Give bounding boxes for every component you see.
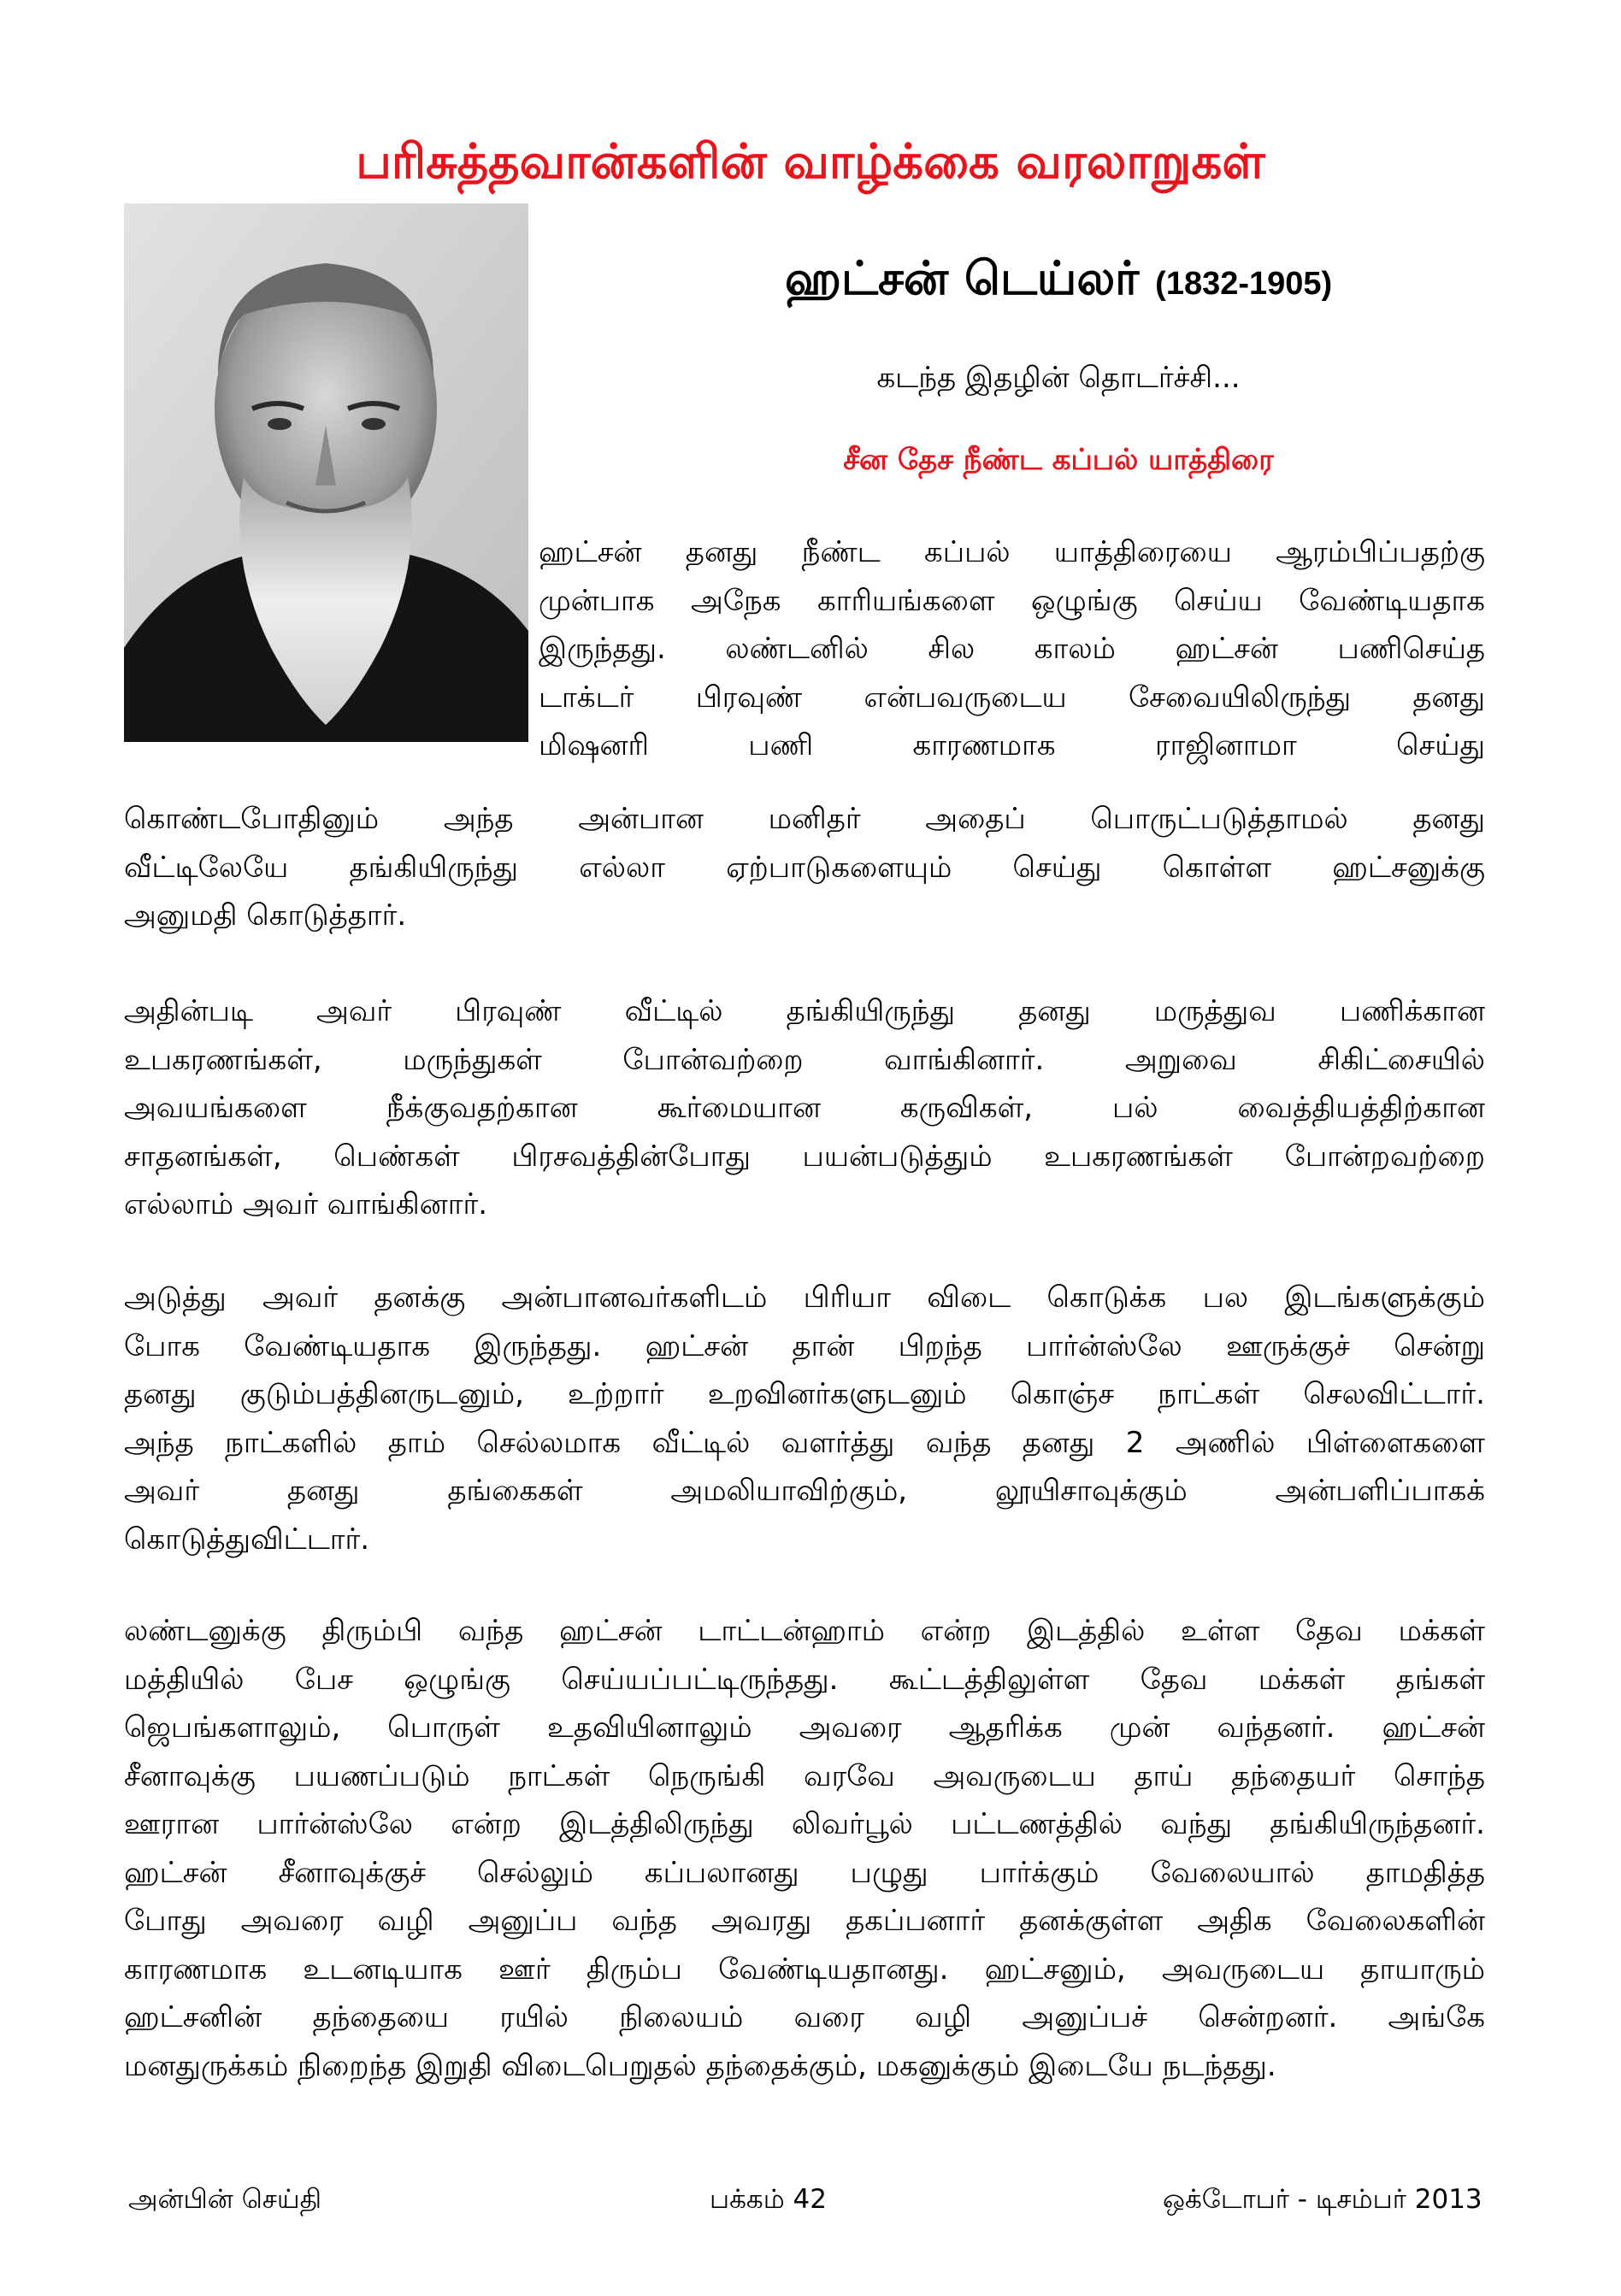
paragraph-line: ஹட்சன் சீனாவுக்குச் செல்லும் கப்பலானது பழுது பார்க்கும் வேலையால் தாமதித்த xyxy=(124,1855,1485,1890)
paragraph-line: ஜெபங்களாலும், பொருள் உதவியினாலும் அவரை ஆதரிக்க முன் வந்தனர். ஹட்சன் xyxy=(124,1710,1485,1745)
paragraph-3 xyxy=(124,1274,1485,1563)
footer-issue-date: ஒக்டோபர் - டிசம்பர் 2013 xyxy=(1163,2184,1482,2215)
paragraph-line: அனுமதி கொடுத்தார். xyxy=(124,898,407,933)
paragraph-line: எல்லாம் அவர் வாங்கினார். xyxy=(124,1187,488,1222)
paragraph-line: மிஷனரி பணி காரணமாக ராஜினாமா செய்து xyxy=(539,728,1485,762)
paragraph-line: லண்டனுக்கு திரும்பி வந்த ஹட்சன் டாட்டன்ஹாம் என்ற இடத்தில் உள்ள தேவ மக்கள் xyxy=(124,1614,1485,1648)
paragraph-line: போது அவரை வழி அனுப்ப வந்த அவரது தகப்பனார் தனக்குள்ள அதிக வேலைகளின் xyxy=(124,1904,1485,1938)
paragraph-line: சாதனங்கள், பெண்கள் பிரசவத்தின்போது பயன்படுத்தும் உபகரணங்கள் போன்றவற்றை xyxy=(124,1139,1485,1174)
paragraph-line: ஊரான பார்ன்ஸ்லே என்ற இடத்திலிருந்து லிவர்பூல் பட்டணத்தில் வந்து தங்கியிருந்தனர். xyxy=(124,1807,1485,1841)
paragraph-2 xyxy=(124,987,1485,1229)
continuation-note: கடந்த இதழின் தொடர்ச்சி... xyxy=(876,361,1241,395)
paragraph-1-full xyxy=(124,795,1485,940)
portrait-photo-illustration xyxy=(124,203,528,742)
paragraph-1-wrapped xyxy=(539,528,1485,770)
paragraph-line: டாக்டர் பிரவுண் என்பவருடைய சேவையிலிருந்து தனது xyxy=(539,680,1485,715)
paragraph-line: அவர் தனது தங்கைகள் அமலியாவிற்கும், லூயிசாவுக்கும் அன்பளிப்பாகக் xyxy=(124,1474,1485,1508)
article-name: ஹட்சன் டெய்லர் xyxy=(784,251,1140,305)
paragraph-line: அவயங்களை நீக்குவதற்கான கூர்மையான கருவிகள், பல் வைத்தியத்திற்கான xyxy=(124,1091,1485,1125)
paragraph-line: தனது குடும்பத்தினருடனும், உற்றார் உறவினர்களுடனும் கொஞ்ச நாட்கள் செலவிட்டார். xyxy=(124,1377,1485,1411)
paragraph-4 xyxy=(124,1607,1485,2090)
paragraph-line: மத்தியில் பேச ஒழுங்கு செய்யப்பட்டிருந்தது. கூட்டத்திலுள்ள தேவ மக்கள் தங்கள் xyxy=(124,1662,1485,1697)
page-title: பரிசுத்தவான்களின் வாழ்க்கை வரலாறுகள் xyxy=(356,134,1265,190)
article-years: (1832-1905) xyxy=(1155,266,1333,302)
footer-publication: அன்பின் செய்தி xyxy=(128,2184,321,2215)
section-subheading: சீன தேச நீண்ட கப்பல் யாத்திரை xyxy=(843,443,1274,477)
paragraph-line: அதின்படி அவர் பிரவுண் வீட்டில் தங்கியிருந்து தனது மருத்துவ பணிக்கான xyxy=(124,994,1485,1028)
portrait-photo xyxy=(124,203,528,742)
paragraph-line: ஹட்சனின் தந்தையை ரயில் நிலையம் வரை வழி அனுப்பச் சென்றனர். அங்கே xyxy=(124,2000,1485,2034)
paragraph-line: முன்பாக அநேக காரியங்களை ஒழுங்கு செய்ய வேண்டியதாக xyxy=(539,583,1485,618)
paragraph-line: ஹட்சன் தனது நீண்ட கப்பல் யாத்திரையை ஆரம்பிப்பதற்கு xyxy=(539,535,1485,569)
paragraph-line: மனதுருக்கம் நிறைந்த இறுதி விடைபெறுதல் தந்தைக்கும், மகனுக்கும் இடையே நடந்தது. xyxy=(124,2048,1276,2083)
paragraph-line: கொண்டபோதினும் அந்த அன்பான மனிதர் அதைப் பொருட்படுத்தாமல் தனது xyxy=(124,802,1485,836)
paragraph-line: காரணமாக உடனடியாக ஊர் திரும்ப வேண்டியதானது. ஹட்சனும், அவருடைய தாயாரும் xyxy=(124,1952,1485,1987)
paragraph-line: வீட்டிலேயே தங்கியிருந்து எல்லா ஏற்பாடுகளையும் செய்து கொள்ள ஹட்சனுக்கு xyxy=(124,850,1485,885)
paragraph-line: கொடுத்துவிட்டார். xyxy=(124,1522,370,1557)
paragraph-line: இருந்தது. லண்டனில் சில காலம் ஹட்சன் பணிசெய்த xyxy=(539,632,1485,666)
paragraph-line: அந்த நாட்களில் தாம் செல்லமாக வீட்டில் வளர்த்து வந்த தனது 2 அணில் பிள்ளைகளை xyxy=(124,1425,1485,1460)
footer-page-number: பக்கம் 42 xyxy=(710,2184,827,2215)
paragraph-line: அடுத்து அவர் தனக்கு அன்பானவர்களிடம் பிரியா விடை கொடுக்க பல இடங்களுக்கும் xyxy=(124,1280,1485,1315)
paragraph-line: சீனாவுக்கு பயணப்படும் நாட்கள் நெருங்கி வரவே அவருடைய தாய் தந்தையர் சொந்த xyxy=(124,1758,1485,1793)
paragraph-line: உபகரணங்கள், மருந்துகள் போன்வற்றை வாங்கினார். அறுவை சிகிட்சையில் xyxy=(124,1042,1485,1077)
article-title xyxy=(528,244,1589,318)
paragraph-line: போக வேண்டியதாக இருந்தது. ஹட்சன் தான் பிறந்த பார்ன்ஸ்லே ஊருக்குச் சென்று xyxy=(124,1328,1485,1363)
